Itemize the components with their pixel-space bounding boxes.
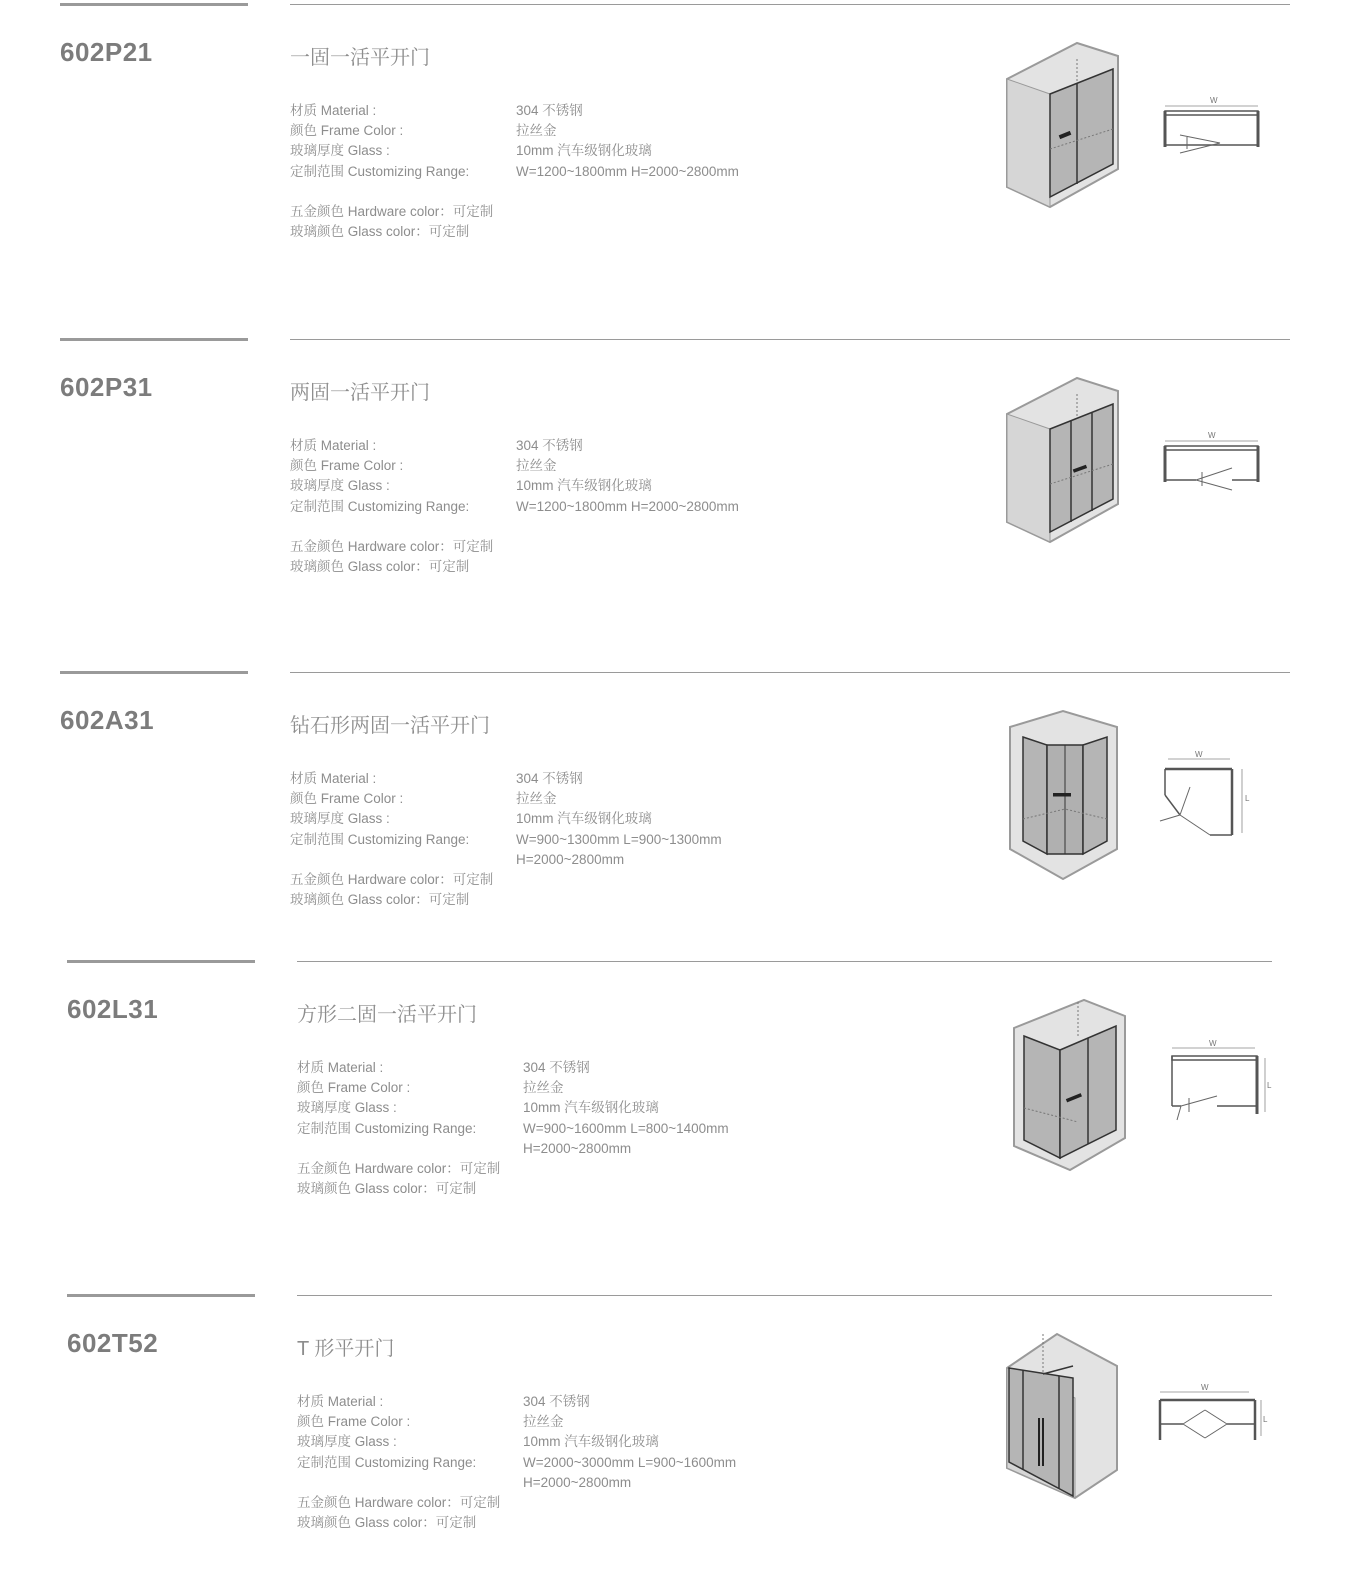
shower-isometric-drawing xyxy=(1005,709,1135,884)
svg-text:W: W xyxy=(1195,750,1203,759)
floor-plan-drawing xyxy=(1160,751,1270,831)
svg-text:W: W xyxy=(1209,1039,1217,1048)
product-602A31: 602A31 钻石形两固一活平开门 材质 Material : 304 不锈钢 颜色 Frame Color : 拉丝金 玻璃厚度 Glass : 10mm 汽车级钢化玻璃 定制范围 Customizing Range: W=900~1300mm L=900~1300mm H=2000~2800mm 五金颜色 Hardware color：可定制 玻璃颜色 Glass color：可定制 W L xyxy=(0,671,1345,991)
glass-color: 玻璃颜色 Glass color：可定制 xyxy=(290,559,470,574)
divider-left xyxy=(60,671,248,674)
divider-right xyxy=(290,4,1290,5)
shower-isometric-drawing xyxy=(1012,998,1142,1173)
hardware-color: 五金颜色 Hardware color：可定制 xyxy=(297,1161,501,1176)
floor-plan-drawing xyxy=(1160,93,1270,173)
svg-text:L: L xyxy=(1267,1081,1272,1090)
divider-left xyxy=(67,1294,255,1297)
product-name: 钻石形两固一活平开门 xyxy=(290,715,490,737)
product-code: 602P21 xyxy=(60,37,153,67)
hardware-color: 五金颜色 Hardware color：可定制 xyxy=(290,872,494,887)
svg-text:W: W xyxy=(1210,96,1218,105)
glass-color: 玻璃颜色 Glass color：可定制 xyxy=(297,1181,477,1196)
divider-left xyxy=(60,3,248,6)
svg-text:L: L xyxy=(1263,1415,1268,1424)
divider-right xyxy=(297,1295,1272,1296)
floor-plan-drawing xyxy=(1155,1380,1268,1460)
divider-right xyxy=(297,961,1272,962)
glass-color: 玻璃颜色 Glass color：可定制 xyxy=(297,1515,477,1530)
floor-plan-drawing xyxy=(1160,428,1270,508)
product-name: 一固一活平开门 xyxy=(290,47,430,69)
floor-plan-drawing xyxy=(1167,1040,1277,1120)
product-code: 602P31 xyxy=(60,372,153,402)
hardware-color: 五金颜色 Hardware color：可定制 xyxy=(290,204,494,219)
product-code: 602L31 xyxy=(67,994,159,1024)
glass-color: 玻璃颜色 Glass color：可定制 xyxy=(290,892,470,907)
svg-text:W: W xyxy=(1201,1383,1209,1392)
product-602P21: 602P21 一固一活平开门 材质 Material : 304 不锈钢 颜色 Frame Color : 拉丝金 玻璃厚度 Glass : 10mm 汽车级钢化玻璃 定制范围 Customizing Range: W=1200~1800mm H=2000~2800mm 五金颜色 Hardware color：可定制 玻璃颜色 Glass color：可定制 W xyxy=(0,3,1345,323)
divider-left xyxy=(67,960,255,963)
hardware-color: 五金颜色 Hardware color：可定制 xyxy=(297,1495,501,1510)
svg-text:W: W xyxy=(1208,431,1216,440)
product-602L31: 602L31 方形二固一活平开门 材质 Material : 304 不锈钢 颜色 Frame Color : 拉丝金 玻璃厚度 Glass : 10mm 汽车级钢化玻璃 定制范围 Customizing Range: W=900~1600mm L=800~1400mm H=2000~2800mm 五金颜色 Hardware color：可定制 玻璃颜色 Glass color：可定制 W L xyxy=(7,960,1352,1280)
product-name: T 形平开门 xyxy=(297,1338,395,1360)
product-code: 602A31 xyxy=(60,705,155,735)
hardware-color: 五金颜色 Hardware color：可定制 xyxy=(290,539,494,554)
product-602P31: 602P31 两固一活平开门 材质 Material : 304 不锈钢 颜色 Frame Color : 拉丝金 玻璃厚度 Glass : 10mm 汽车级钢化玻璃 定制范围 Customizing Range: W=1200~1800mm H=2000~2800mm 五金颜色 Hardware color：可定制 玻璃颜色 Glass color：可定制 W xyxy=(0,338,1345,658)
product-602T52: 602T52 T 形平开门 材质 Material : 304 不锈钢 颜色 Frame Color : 拉丝金 玻璃厚度 Glass : 10mm 汽车级钢化玻璃 定制范围 Customizing Range: W=2000~3000mm L=900~1600mm H=2000~2800mm 五金颜色 Hardware color：可定制 玻璃颜色 Glass color：可定制 W L xyxy=(7,1294,1352,1593)
product-code: 602T52 xyxy=(67,1328,159,1358)
divider-left xyxy=(60,338,248,341)
product-name: 方形二固一活平开门 xyxy=(297,1004,477,1026)
svg-text:L: L xyxy=(1245,794,1250,803)
shower-isometric-drawing xyxy=(1005,1330,1135,1505)
glass-color: 玻璃颜色 Glass color：可定制 xyxy=(290,224,470,239)
shower-isometric-drawing xyxy=(1005,39,1135,214)
shower-isometric-drawing xyxy=(1005,374,1135,549)
divider-right xyxy=(290,339,1290,340)
product-name: 两固一活平开门 xyxy=(290,382,430,404)
divider-right xyxy=(290,672,1290,673)
